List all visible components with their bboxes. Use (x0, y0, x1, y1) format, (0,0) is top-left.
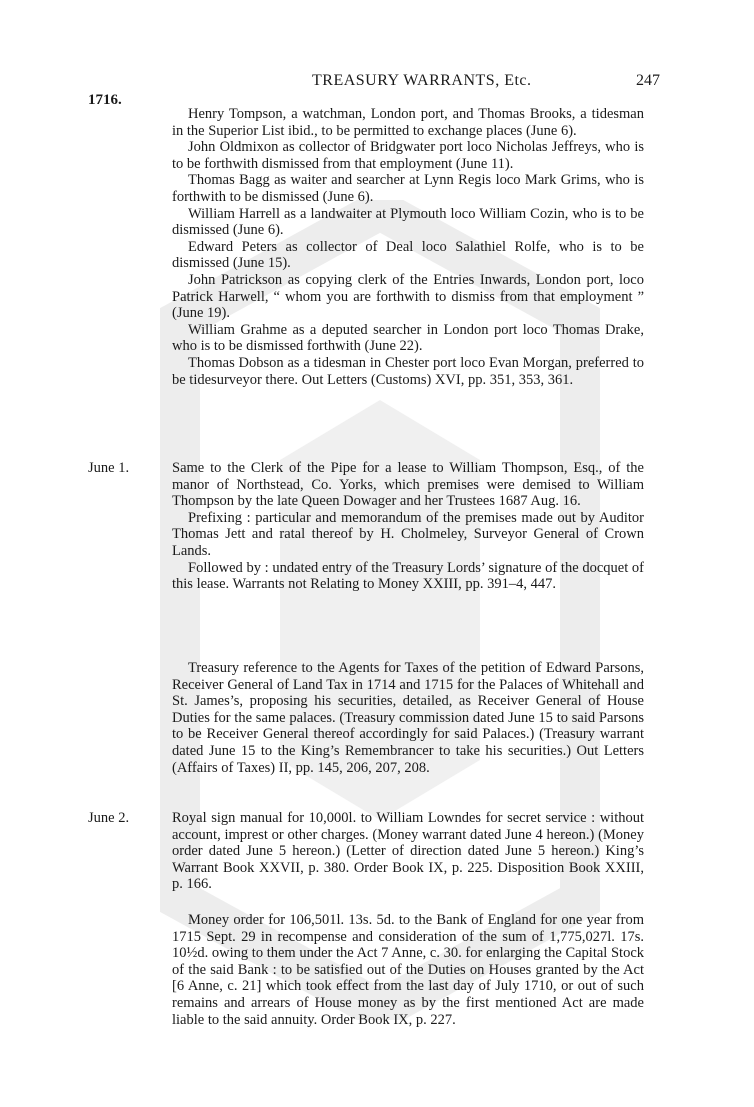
money-order-block (172, 912, 644, 1028)
entry-paragraph: Prefixing : particular and memorandum of the premises made out by Auditor Thomas Jett and ratal thereof by H. Cholmeley, Surveyor General of Crown Lands. (172, 509, 644, 559)
page-number: 247 (636, 72, 660, 89)
running-title: TREASURY WARRANTS, Etc. (312, 72, 532, 89)
entry-paragraph: Henry Tompson, a watchman, London port, and Thomas Brooks, a tidesman in the Superior List ibid., to be permitted to exchange places (June 6). (172, 106, 644, 139)
entry-paragraph: Followed by : undated entry of the Treasury Lords’ signature of the docquet of this lease. Warrants not Relating to Money XXIII, pp. 391–4, 447. (172, 559, 644, 593)
sign-manual-block (172, 810, 644, 893)
entry-date: June 2. (88, 810, 130, 826)
entry-paragraph: Treasury reference to the Agents for Taxes of the petition of Edward Parsons, Receiver General of Land Tax in 1714 and 1715 for the Palaces of Whitehall and St. James’s, proposing his securities, detailed, as Receiver General of House Duties for the same palaces. (Treasury commission dated June 15 to said Parsons to be Receiver General thereof accordingly for said Palaces.) (Treasury warrant dated June 15 to the King’s Remembrancer to take his securities.) Out Letters (Affairs of Taxes) II, pp. 145, 206, 207, 208. (172, 660, 644, 776)
entry-paragraph: Thomas Bagg as waiter and searcher at Lynn Regis loco Mark Grims, who is forthwith to be dismissed (June 6). (172, 172, 644, 205)
entry-paragraph: William Grahme as a deputed searcher in London port loco Thomas Drake, who is to be dismissed forthwith (June 22). (172, 321, 644, 355)
lease-block (172, 460, 644, 593)
entry-paragraph: Money order for 106,501l. 13s. 5d. to the Bank of England for one year from 1715 Sept. 29 in recompense and consideration of the sum of 1,775,027l. 17s. 10½d. owing to them under the Act 7 Anne, c. 30. for enlarging the Capital Stock of the said Bank : to be satisfied out of the Duties on Houses granted by the Act [6 Anne, c. 21] which took effect from the last day of July 1710, or out of such remains and arrears of House money as by the first mentioned Act are made liable to the said annuity. Order Book IX, p. 227. (172, 912, 644, 1028)
entry-paragraph: John Oldmixon as collector of Bridgwater port loco Nicholas Jeffreys, who is to be forthwith dismissed from that employment (June 11). (172, 139, 644, 172)
entry-paragraph: John Patrickson as copying clerk of the Entries Inwards, London port, loco Patrick Harwell, “ whom you are forthwith to dismiss from that employment ” (June 19). (172, 271, 644, 322)
entry-paragraph: Edward Peters as collector of Deal loco Salathiel Rolfe, who is to be dismissed (June 15). (172, 238, 644, 272)
entry-paragraph: Thomas Dobson as a tidesman in Chester port loco Evan Morgan, preferred to be tidesurveyor there. Out Letters (Customs) XVI, pp. 351, 353, 361. (172, 354, 644, 388)
taxes-block (172, 660, 644, 776)
page-year: 1716. (88, 92, 122, 108)
entry-date: June 1. (88, 460, 130, 476)
appointments-block (172, 106, 644, 388)
entry-paragraph: Royal sign manual for 10,000l. to William Lowndes for secret service : without account, imprest or other charges. (Money warrant dated June 4 hereon.) (Money order dated June 5 hereon.) (Letter of direction dated June 5 hereon.) King’s Warrant Book XXVII, p. 380. Order Book IX, p. 225. Disposition Book XXIII, p. 166. (172, 810, 644, 893)
entry-paragraph: William Harrell as a landwaiter at Plymouth loco William Cozin, who is to be dismissed (June 6). (172, 205, 644, 239)
entry-paragraph: Same to the Clerk of the Pipe for a lease to William Thompson, Esq., of the manor of Northstead, Co. Yorks, which premises were demised to William Thompson by the late Queen Dowager and her Trustees 1687 Aug. 16. (172, 460, 644, 510)
